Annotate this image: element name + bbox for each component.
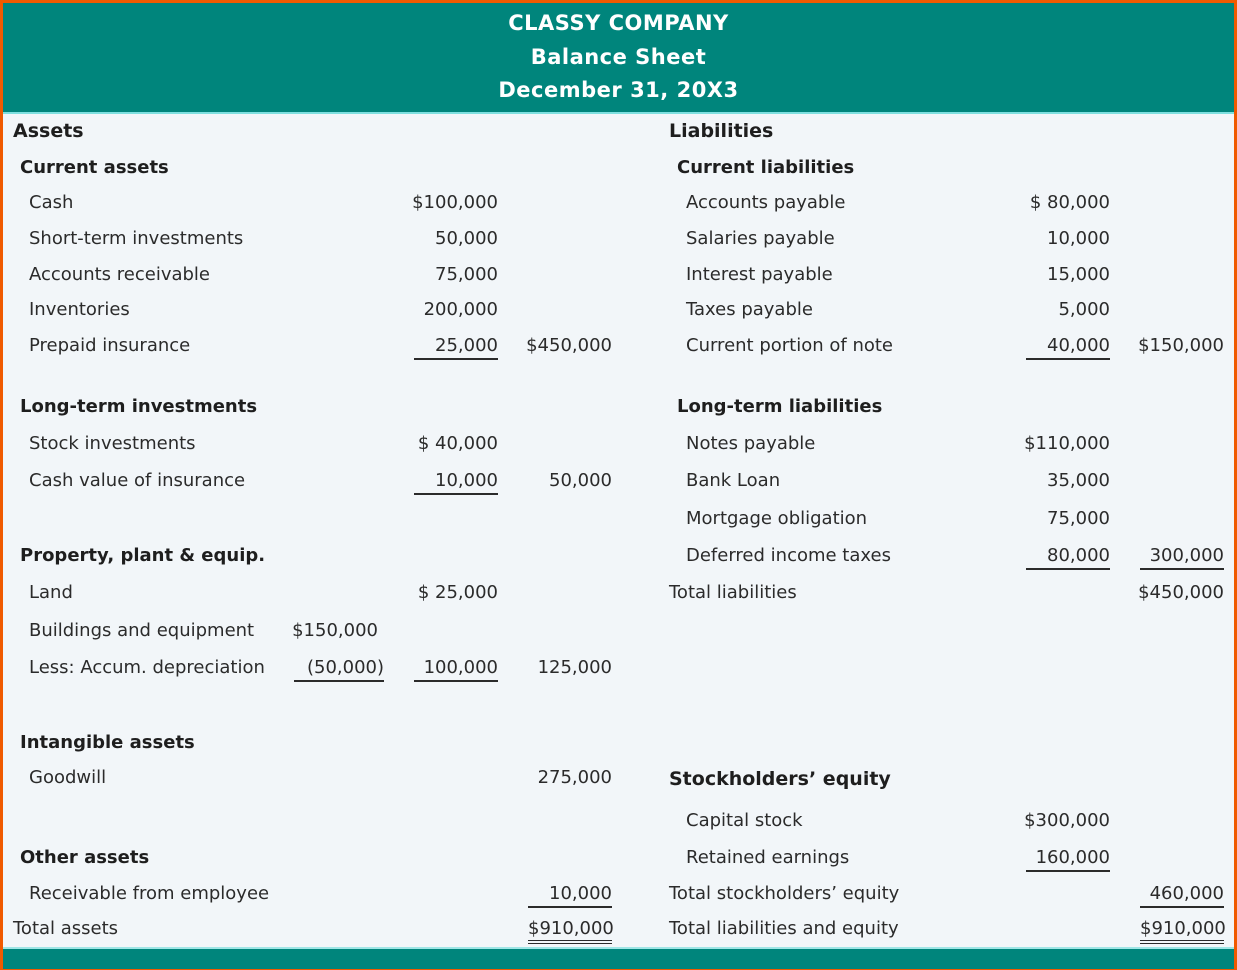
liability-amount: 35,000 (1047, 470, 1110, 491)
liability-amount: 5,000 (1058, 299, 1110, 320)
asset-amount: 25,000 (414, 335, 498, 360)
intangible-total: 275,000 (537, 767, 612, 788)
lt-investments-total: 50,000 (549, 470, 612, 491)
total-liabilities-amount: $450,000 (1138, 582, 1224, 603)
other-assets-total: 10,000 (528, 883, 612, 908)
current-assets-heading: Current assets (20, 157, 169, 178)
asset-amount: 10,000 (414, 470, 498, 495)
footer-banner (3, 947, 1234, 969)
liability-amount: $110,000 (1024, 433, 1110, 454)
asset-amount: 200,000 (423, 299, 498, 320)
lt-liabilities-total: 300,000 (1140, 545, 1224, 570)
equity-label: Capital stock (686, 810, 803, 831)
asset-amount: $ 25,000 (417, 582, 498, 603)
header-banner (3, 3, 1234, 114)
total-equity-amount: 460,000 (1140, 883, 1224, 908)
asset-label: Buildings and equipment (29, 620, 255, 641)
equity-label: Retained earnings (686, 847, 850, 868)
liability-label: Current portion of note (686, 335, 893, 356)
liability-amount: 15,000 (1047, 264, 1110, 285)
asset-amount: $150,000 (292, 620, 378, 641)
liability-label: Notes payable (686, 433, 816, 454)
equity-amount: $300,000 (1024, 810, 1110, 831)
lt-investments-heading: Long-term investments (20, 396, 258, 417)
total-liabilities-equity-amount: $910,000 (1140, 918, 1224, 944)
current-liabilities-total: $150,000 (1138, 335, 1224, 356)
asset-amount: $ 40,000 (417, 433, 498, 454)
statement-date: December 31, 20X3 (498, 78, 739, 102)
liability-amount: 10,000 (1047, 228, 1110, 249)
asset-amount: 75,000 (435, 264, 498, 285)
asset-label: Land (29, 582, 73, 603)
equity-heading: Stockholders’ equity (669, 768, 891, 790)
ppe-net: 100,000 (414, 657, 498, 682)
liability-label: Bank Loan (686, 470, 781, 491)
liabilities-heading: Liabilities (669, 120, 774, 142)
total-liabilities-equity-label: Total liabilities and equity (669, 918, 899, 939)
statement-title: Balance Sheet (530, 45, 707, 69)
liability-label: Interest payable (686, 264, 833, 285)
asset-label: Cash (29, 192, 74, 213)
asset-label: Cash value of insurance (29, 470, 246, 491)
liability-amount: 75,000 (1047, 508, 1110, 529)
total-equity-label: Total stockholders’ equity (669, 883, 900, 904)
current-liabilities-heading: Current liabilities (677, 157, 855, 178)
total-liabilities-label: Total liabilities (669, 582, 797, 603)
asset-label: Receivable from employee (29, 883, 270, 904)
asset-amount: 50,000 (435, 228, 498, 249)
liability-label: Mortgage obligation (686, 508, 868, 529)
asset-label: Stock investments (29, 433, 196, 454)
other-assets-heading: Other assets (20, 847, 150, 868)
liability-label: Deferred income taxes (686, 545, 891, 566)
company-name: CLASSY COMPANY (508, 11, 729, 35)
liability-label: Accounts payable (686, 192, 846, 213)
equity-amount: 160,000 (1026, 847, 1110, 872)
intangible-heading: Intangible assets (20, 732, 195, 753)
asset-label: Inventories (29, 299, 130, 320)
asset-label: Goodwill (29, 767, 107, 788)
asset-label: Accounts receivable (29, 264, 211, 285)
asset-amount: (50,000) (294, 657, 384, 682)
asset-label: Prepaid insurance (29, 335, 191, 356)
current-assets-total: $450,000 (526, 335, 612, 356)
asset-label: Short-term investments (29, 228, 244, 249)
assets-heading: Assets (13, 120, 84, 142)
lt-liabilities-heading: Long-term liabilities (677, 396, 883, 417)
liability-label: Salaries payable (686, 228, 835, 249)
ppe-total: 125,000 (537, 657, 612, 678)
asset-label: Less: Accum. depreciation (29, 657, 265, 678)
liability-amount: 80,000 (1026, 545, 1110, 570)
liability-label: Taxes payable (686, 299, 813, 320)
ppe-heading: Property, plant & equip. (20, 545, 266, 566)
total-assets-amount: $910,000 (528, 918, 612, 944)
total-assets-label: Total assets (13, 918, 119, 939)
liability-amount: 40,000 (1026, 335, 1110, 360)
asset-amount: $100,000 (412, 192, 498, 213)
liability-amount: $ 80,000 (1029, 192, 1110, 213)
balance-sheet (3, 3, 1234, 967)
